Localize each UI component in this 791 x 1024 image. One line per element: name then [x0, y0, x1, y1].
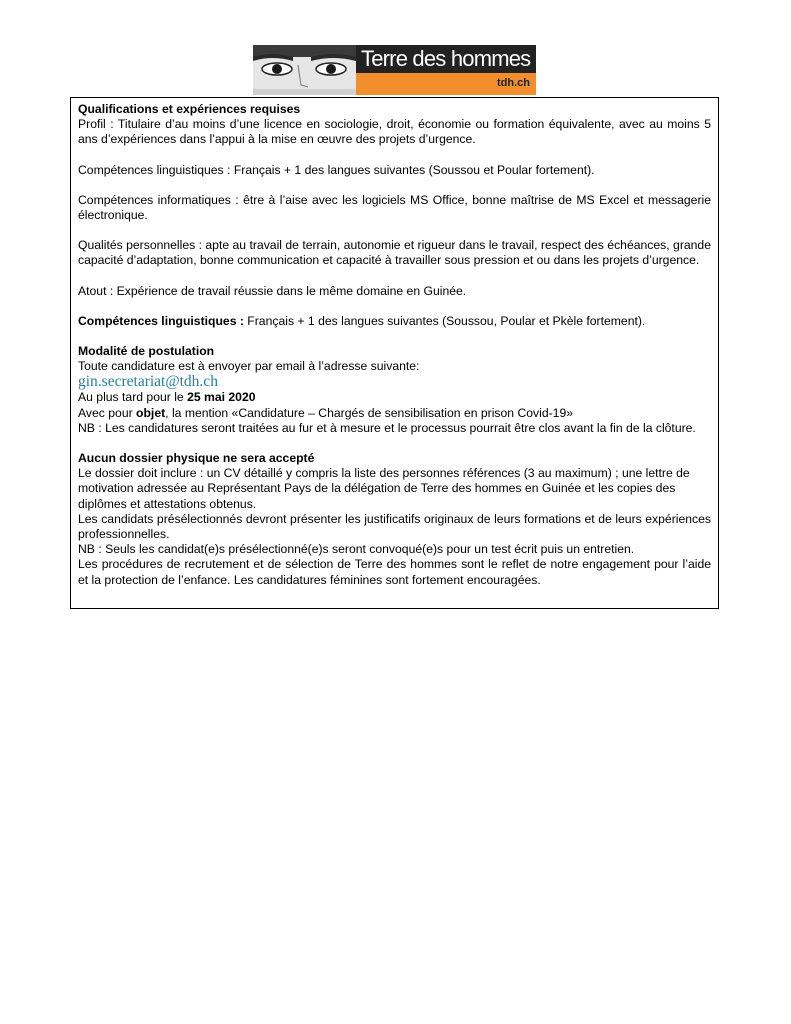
objet-word: objet: [136, 405, 166, 420]
qualites-text: Qualités personnelles : apte au travail de terrain, autonomie et rigueur dans le travail, respect des échéances, grande capacité d’adaptation, bonne communication et capacité à travailler sous pression et ou dans les projets d’urgence.: [78, 238, 711, 268]
dossier-justificatifs: Les candidats présélectionnés devront présenter les justificatifs originaux de leurs formations et de leurs expériences professionnelles.: [78, 511, 711, 542]
informatique-text: Compétences informatiques : être à l’aise avec les logiciels MS Office, bonne maîtrise de MS Excel et messagerie électronique.: [78, 192, 711, 223]
postulation-title: Modalité de postulation: [78, 344, 215, 359]
objet-line: [78, 406, 711, 421]
offer-box: [70, 97, 719, 609]
logo-url: tdh.ch: [497, 77, 530, 89]
objet-prefix: Avec pour: [78, 405, 137, 420]
contact-email-link[interactable]: gin.secretariat@tdh.ch: [78, 373, 218, 391]
profil-text: Profil : Titulaire d’au moins d’une licence en sociologie, droit, économie ou formation équivalente, avec au moins 5 ans d’expériences dans l’appui à la mise en œuvre des projets d’urgence.: [78, 117, 711, 147]
langues-text: Compétences linguistiques : Français + 1 des langues suivantes (Soussou et Poular fortement).: [78, 162, 595, 177]
langues2-label: Compétences linguistiques :: [78, 313, 244, 328]
deadline-date: 25 mai 2020: [187, 390, 256, 405]
postulation-intro: Toute candidature est à envoyer par email à l’adresse suivante:: [78, 359, 420, 374]
deadline-line: [78, 390, 711, 405]
postulation-nb: NB : Les candidatures seront traitées au fur et à mesure et le processus pourrait être clos avant la fin de la clôture.: [78, 420, 696, 435]
langues2-text: Français + 1 des langues suivantes (Soussou, Poular et Pkèle fortement).: [243, 313, 646, 328]
deadline-prefix: Au plus tard pour le: [78, 390, 188, 405]
langues2-paragraph: [78, 314, 711, 329]
dossier-contenu: Le dossier doit inclure : un CV détaillé y compris la liste des personnes références (3 au maximum) ; une lettre de motivation adressée au Représentant Pays de la délégation de Terre des hommes en Guinée et les copies des diplômes et attestations obtenus.: [78, 466, 690, 511]
atout-text: Atout : Expérience de travail réussie dans le même domaine en Guinée.: [78, 283, 467, 298]
logo-name: Terre des hommes: [361, 46, 531, 71]
qualifications-title: Qualifications et expériences requises: [78, 102, 301, 116]
objet-text: , la mention «Candidature – Chargés de sensibilisation en prison Covid-19»: [165, 405, 574, 420]
logo-face-image: [253, 45, 356, 95]
dossier-nb: NB : Seuls les candidat(e)s présélectionné(e)s seront convoqué(e)s pour un test écrit puis un entretien.: [78, 542, 635, 557]
tdh-logo: [253, 45, 536, 95]
dossier-title: Aucun dossier physique ne sera accepté: [78, 451, 315, 466]
dossier-engagement: Les procédures de recrutement et de sélection de Terre des hommes sont le reflet de notre engagement pour l’aide et la protection de l’enfance. Les candidatures féminines sont fortement encouragées.: [78, 557, 711, 587]
